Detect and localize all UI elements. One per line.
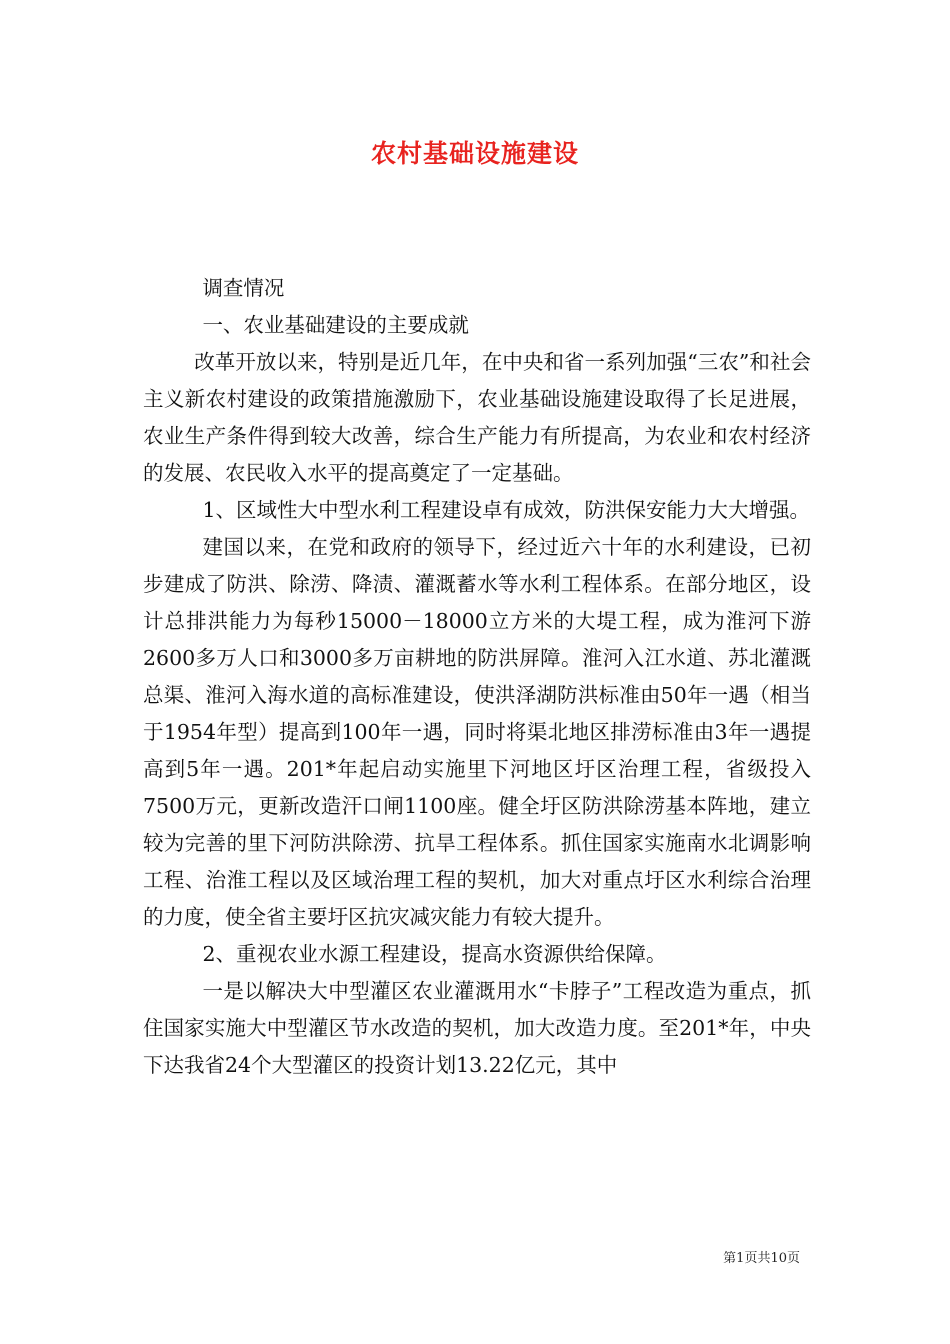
subheading-water-projects: 1、区域性大中型水利工程建设卓有成效，防洪保安能力大大增强。 <box>202 498 810 522</box>
paragraph-irrigation: 一是以解决大中型灌区农业灌溉用水“卡脖子”工程改造为重点，抓住国家实施大中型灌区节水改造的契机，加大改造力度。至201*年，中央下达我省24个大型灌区的投资计划13.22亿元，其中 <box>143 979 811 1077</box>
paragraph-water-construction: 建国以来，在党和政府的领导下，经过近六十年的水利建设，已初步建成了防洪、除涝、降渍、灌溉蓄水等水利工程体系。在部分地区，设计总排洪能力为每秒15000－18000立方米的大堤工程，成为淮河下游2600多万人口和3000多万亩耕地的防洪屏障。淮河入江水道、苏北灌溉总渠、淮河入海水道的高标准建设，使洪泽湖防洪标准由50年一遇（相当于1954年型）提高到100年一遇，同时将渠北地区排涝标准由3年一遇提高到5年一遇。201*年起启动实施里下河地区圩区治理工程，省级投入7500万元，更新改造汗口闸1100座。健全圩区防洪除涝基本阵地，建立较为完善的里下河防洪除涝、抗旱工程体系。抓住国家实施南水北调影响工程、治淮工程以及区域治理工程的契机，加大对重点圩区水利综合治理的力度，使全省主要圩区抗灾减灾能力有较大提升。 <box>143 535 811 929</box>
paragraph-reform-intro: 改革开放以来，特别是近几年，在中央和省一系列加强“三农”和社会主义新农村建设的政策措施激励下，农业基础设施建设取得了长足进展，农业生产条件得到较大改善，综合生产能力有所提高，为农业和农村经济的发展、农民收入水平的提高奠定了一定基础。 <box>143 350 811 485</box>
document-title: 农村基础设施建设 <box>370 139 579 168</box>
page-number-footer: 第1页共10页 <box>723 1251 800 1266</box>
document-body <box>143 270 811 1084</box>
section-heading-achievements: 一、农业基础建设的主要成就 <box>202 313 469 337</box>
section-heading-survey: 调查情况 <box>202 276 285 300</box>
subheading-water-source: 2、重视农业水源工程建设，提高水资源供给保障。 <box>202 942 667 966</box>
